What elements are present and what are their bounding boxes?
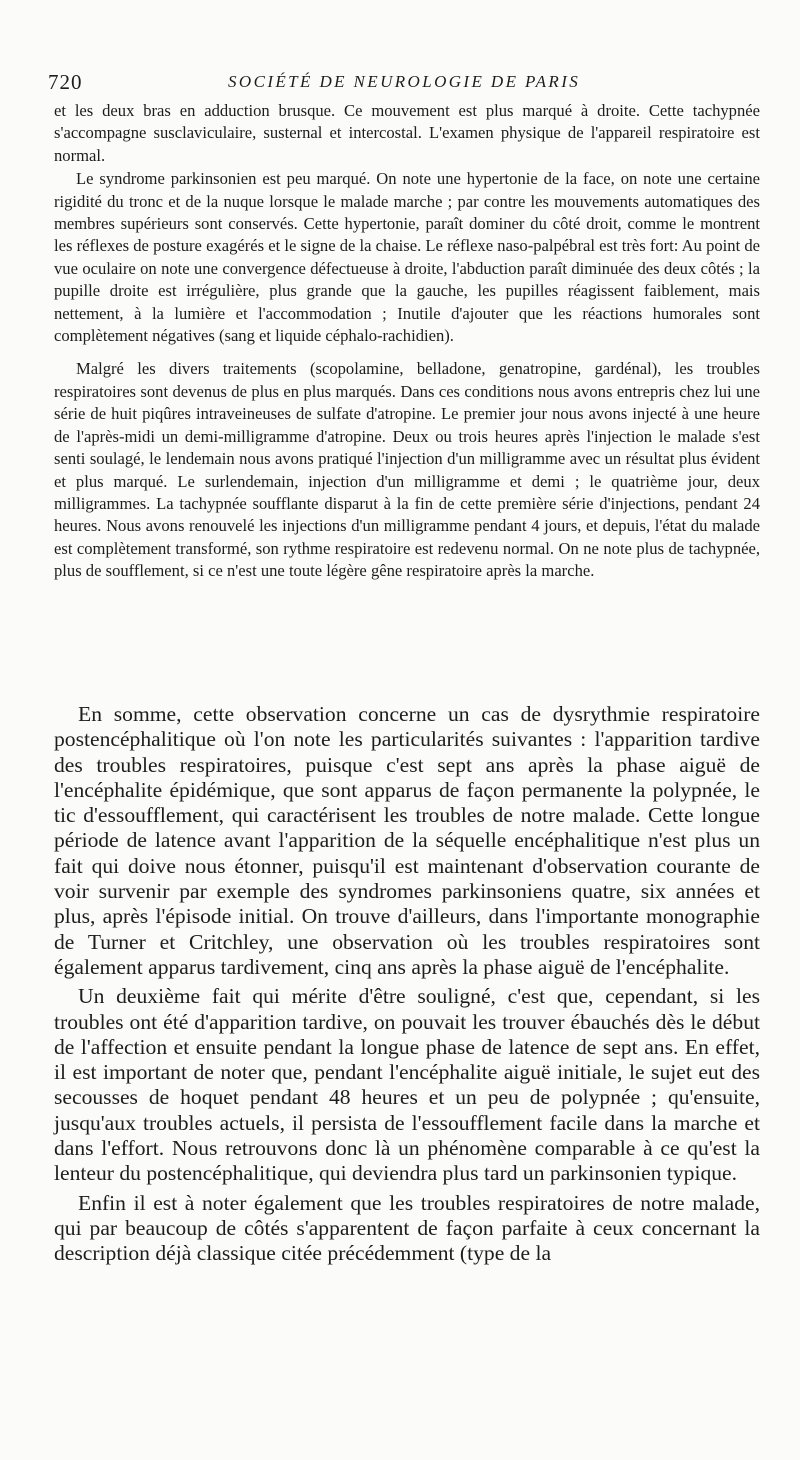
paragraph-summary: En somme, cette observation concerne un cas de dysrythmie respiratoire postencéphalitique où l'on note les particularités suivantes : l'apparition tardive des troubles respiratoires, puisque c'est sept ans après la phase aiguë de l'encéphalite épidémique, que sont apparus de façon permanente la polypnée, le tic d'essoufflement, qui caractérisent les troubles de notre malade. Cette longue période de latence avant l'apparition de la séquelle encéphalitique n'est plus un fait qui doive nous étonner, puisqu'il est maintenant d'observation courante de voir survenir par exemple des syndromes parkinsoniens quatre, six années et plus, après l'épisode initial. On trouve d'ailleurs, dans l'importante monographie de Turner et Critchley, une observation où les troubles respiratoires sont également apparus tardivement, cinq ans après la phase aiguë de l'encéphalite. [54,702,760,979]
running-head: SOCIÉTÉ DE NEUROLOGIE DE PARIS [228,72,581,91]
paragraph-second-fact: Un deuxième fait qui mérite d'être souligné, c'est que, cependant, si les troubles ont été d'apparition tardive, on pouvait les trouver ébauchés dès le début de l'affection et ensuite pendant la longue phase de latence de sept ans. En effet, il est important de noter que, pendant l'encéphalite aiguë initiale, le sujet eut des secousses de hoquet pendant 48 heures et un peu de polypnée ; qu'ensuite, jusqu'aux troubles actuels, il persista de l'essoufflement facile dans la marche et dans l'effort. Nous retrouvons donc là un phénomène comparable à ce qu'est la lenteur du postencéphalitique, qui deviendra plus tard un parkinsonien typique. [54,984,760,1186]
page-number: 720 [48,70,83,94]
paragraph-parkinsonian-syndrome: Le syndrome parkinsonien est peu marqué. On note une hypertonie de la face, on note une certaine rigidité du tronc et de la nuque lorsque le malade marche ; par contre les mouvements automatiques des membres supérieurs sont conservés. Cette hypertonie, paraît dominer du côté droit, comme le montrent les réflexes de posture exagérés et le signe de la chaise. Le réflexe naso-palpébral est très fort: Au point de vue oculaire on note une convergence défectueuse à droite, l'abduction paraît diminuée des deux côtés ; la pupille droite est irrégulière, plus grande que la gauche, les pupilles réagissent faiblement, mais nettement, à la lumière et l'accommodation ; Inutile d'ajouter que les réactions humorales sont complètement négatives (sang et liquide céphalo-rachidien). [54,169,760,346]
paragraph-respiratory-exam: et les deux bras en adduction brusque. Ce mouvement est plus marqué à droite. Cette tachypnée s'accompagne susclaviculaire, susternal et intercostal. L'examen physique de l'appareil respiratoire est normal. [54,101,760,165]
discussion-text [54,702,760,1267]
case-report-text [54,100,760,583]
paragraph-conclusion: Enfin il est à noter également que les troubles respiratoires de notre malade, qui par beaucoup de côtés s'apparentent de façon parfaite à ceux concernant la description déjà classique citée précédemment (type de la [54,1190,760,1266]
page-header [48,70,768,96]
paragraph-treatment: Malgré les divers traitements (scopolamine, belladone, genatropine, gardénal), les troubles respiratoires sont devenus de plus en plus marqués. Dans ces conditions nous avons entrepris chez lui une série de huit piqûres intraveineuses de sulfate d'atropine. Le premier jour nous avons injecté à une heure de l'après-midi un demi-milligramme d'atropine. Deux ou trois heures après l'injection le malade s'est senti soulagé, le lendemain nous avons pratiqué l'injection d'un milligramme avec un résultat plus évident et plus marqué. Le surlendemain, injection d'un milligramme et demi ; le quatrième jour, deux milligrammes. La tachypnée soufflante disparut à la fin de cette première série d'injections, pendant 24 heures. Nous avons renouvelé les injections d'un milligramme pendant 4 jours, et depuis, l'état du malade est complètement transformé, son rythme respiratoire est redevenu normal. On ne note plus de tachypnée, plus de soufflement, si ce n'est une toute légère gêne respiratoire après la marche. [54,359,760,581]
